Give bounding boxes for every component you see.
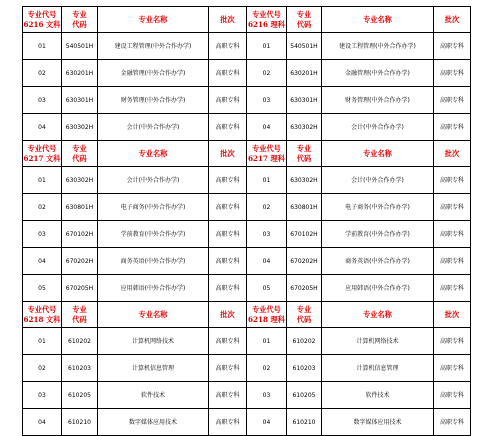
left-major-code: 670202H <box>62 248 98 275</box>
left-row-number: 04 <box>23 114 62 141</box>
left-group-code-header-line2: 6218 文科 <box>23 314 61 324</box>
left-batch: 高职专科 <box>209 87 247 114</box>
left-major-name: 计算机网络技术 <box>98 328 209 355</box>
left-major-name: 数字媒体应用技术 <box>98 409 209 436</box>
left-major-name: 会计(中外合作办学) <box>98 167 209 194</box>
section-header-row <box>23 302 471 328</box>
left-batch-header: 批次 <box>209 141 247 167</box>
right-group-code-header-line2: 6217 理科 <box>248 153 285 163</box>
right-major-code: 630301H <box>287 87 322 114</box>
left-major-code-header <box>62 302 98 328</box>
left-row-number: 01 <box>23 33 62 60</box>
left-major-name: 会计(中外合作办学) <box>98 114 209 141</box>
left-batch: 高职专科 <box>209 248 247 275</box>
right-batch: 高职专科 <box>434 275 471 302</box>
right-major-code: 630302H <box>287 167 322 194</box>
table-row <box>23 355 471 382</box>
left-major-code: 630302H <box>62 167 98 194</box>
section-header-row <box>23 7 471 33</box>
right-batch-header: 批次 <box>434 7 471 33</box>
right-row-number: 01 <box>247 167 287 194</box>
left-row-number: 04 <box>23 409 62 436</box>
left-batch-header: 批次 <box>209 302 247 328</box>
table-row <box>23 33 471 60</box>
right-major-code-header <box>287 302 322 328</box>
right-major-name: 学前教育(中外合作办学) <box>322 221 434 248</box>
table-row <box>23 275 471 302</box>
right-major-code-header <box>287 7 322 33</box>
left-major-name: 商务英语(中外合作办学) <box>98 248 209 275</box>
left-batch: 高职专科 <box>209 33 247 60</box>
table-row <box>23 167 471 194</box>
left-major-code-header-line1: 专业 <box>72 143 87 153</box>
left-row-number: 04 <box>23 248 62 275</box>
section-header-row <box>23 141 471 167</box>
left-major-name: 应用韩语(中外合作办学) <box>98 275 209 302</box>
right-major-name: 建设工程管理(中外合作办学) <box>322 33 434 60</box>
right-group-code-header-line1: 专业代号 <box>252 304 281 314</box>
left-major-code: 610205 <box>62 382 98 409</box>
document-page <box>22 6 471 436</box>
left-batch: 高职专科 <box>209 275 247 302</box>
left-major-code: 540501H <box>62 33 98 60</box>
right-major-name: 计算机网络技术 <box>322 328 434 355</box>
left-batch: 高职专科 <box>209 221 247 248</box>
right-row-number: 04 <box>247 114 287 141</box>
left-major-name-header: 专业名称 <box>98 141 209 167</box>
table-row <box>23 60 471 87</box>
left-major-code-header-line2: 代码 <box>72 314 87 324</box>
right-row-number: 02 <box>247 355 287 382</box>
left-major-name: 学前教育(中外合作办学) <box>98 221 209 248</box>
right-major-code-header <box>287 141 322 167</box>
right-major-name: 电子商务(中外合作办学) <box>322 194 434 221</box>
left-major-code: 670205H <box>62 275 98 302</box>
majors-table <box>22 6 471 436</box>
left-batch: 高职专科 <box>209 194 247 221</box>
right-major-name: 商务英语(中外合作办学) <box>322 248 434 275</box>
right-row-number: 02 <box>247 60 287 87</box>
left-group-code-header-line2: 6216 文科 <box>23 19 61 29</box>
left-major-code: 610202 <box>62 328 98 355</box>
right-batch: 高职专科 <box>434 194 471 221</box>
right-row-number: 01 <box>247 328 287 355</box>
table-row <box>23 114 471 141</box>
table-row <box>23 409 471 436</box>
right-major-name: 数字媒体应用技术 <box>322 409 434 436</box>
table-row <box>23 221 471 248</box>
left-batch: 高职专科 <box>209 114 247 141</box>
left-batch-header: 批次 <box>209 7 247 33</box>
right-major-code-header-line2: 代码 <box>296 19 312 29</box>
left-batch: 高职专科 <box>209 167 247 194</box>
right-batch: 高职专科 <box>434 33 471 60</box>
right-major-code: 670202H <box>287 248 322 275</box>
left-group-code-header-line1: 专业代号 <box>27 304 57 314</box>
left-row-number: 02 <box>23 355 62 382</box>
right-major-code: 610202 <box>287 328 322 355</box>
right-batch-header: 批次 <box>434 141 471 167</box>
right-group-code-header-line1: 专业代号 <box>252 9 281 19</box>
left-group-code-header <box>23 302 62 328</box>
table-row <box>23 194 471 221</box>
right-row-number: 04 <box>247 409 287 436</box>
right-major-code-header-line2: 代码 <box>296 153 312 163</box>
right-major-name: 会计(中外合作办学) <box>322 114 434 141</box>
right-batch: 高职专科 <box>434 248 471 275</box>
right-group-code-header-line2: 6216 理科 <box>248 19 285 29</box>
left-row-number: 03 <box>23 221 62 248</box>
left-major-code: 670102H <box>62 221 98 248</box>
right-batch: 高职专科 <box>434 221 471 248</box>
right-major-code: 610210 <box>287 409 322 436</box>
left-batch: 高职专科 <box>209 355 247 382</box>
left-row-number: 02 <box>23 194 62 221</box>
right-group-code-header-line1: 专业代号 <box>252 143 281 153</box>
right-row-number: 03 <box>247 87 287 114</box>
left-row-number: 03 <box>23 87 62 114</box>
right-batch: 高职专科 <box>434 355 471 382</box>
left-major-code-header-line2: 代码 <box>72 153 87 163</box>
right-major-name: 财务管理(中外合作办学) <box>322 87 434 114</box>
left-major-code-header-line2: 代码 <box>72 19 87 29</box>
right-major-name-header: 专业名称 <box>322 302 434 328</box>
left-group-code-header-line1: 专业代号 <box>27 9 57 19</box>
left-major-code-header <box>62 141 98 167</box>
right-major-code-header-line1: 专业 <box>296 9 312 19</box>
right-group-code-header-line2: 6218 理科 <box>248 314 285 324</box>
right-major-name-header: 专业名称 <box>322 7 434 33</box>
left-major-code: 610210 <box>62 409 98 436</box>
left-major-code: 610203 <box>62 355 98 382</box>
right-batch: 高职专科 <box>434 382 471 409</box>
right-batch-header: 批次 <box>434 302 471 328</box>
left-major-name: 电子商务(中外合作办学) <box>98 194 209 221</box>
left-major-name: 计算机信息管理 <box>98 355 209 382</box>
left-batch: 高职专科 <box>209 328 247 355</box>
left-major-code: 630201H <box>62 60 98 87</box>
left-batch: 高职专科 <box>209 409 247 436</box>
right-major-code: 630201H <box>287 60 322 87</box>
right-major-name: 软件技术 <box>322 382 434 409</box>
left-group-code-header-line2: 6217 文科 <box>23 153 61 163</box>
left-major-name: 软件技术 <box>98 382 209 409</box>
left-major-name: 财务管理(中外合作办学) <box>98 87 209 114</box>
right-major-code: 630801H <box>287 194 322 221</box>
left-row-number: 03 <box>23 382 62 409</box>
right-major-code: 670102H <box>287 221 322 248</box>
right-batch: 高职专科 <box>434 328 471 355</box>
left-major-code-header-line1: 专业 <box>72 304 87 314</box>
left-group-code-header-line1: 专业代号 <box>27 143 57 153</box>
right-batch: 高职专科 <box>434 60 471 87</box>
left-row-number: 01 <box>23 328 62 355</box>
right-group-code-header <box>247 141 287 167</box>
right-major-code: 670205H <box>287 275 322 302</box>
right-major-code-header-line2: 代码 <box>296 314 312 324</box>
right-group-code-header <box>247 302 287 328</box>
table-row <box>23 87 471 114</box>
left-batch: 高职专科 <box>209 382 247 409</box>
right-major-code: 610203 <box>287 355 322 382</box>
right-row-number: 02 <box>247 194 287 221</box>
right-row-number: 04 <box>247 248 287 275</box>
table-body <box>23 7 471 436</box>
left-major-code: 630301H <box>62 87 98 114</box>
left-major-name: 金融管理(中外合作办学) <box>98 60 209 87</box>
left-group-code-header <box>23 7 62 33</box>
right-major-name-header: 专业名称 <box>322 141 434 167</box>
right-row-number: 01 <box>247 33 287 60</box>
right-batch: 高职专科 <box>434 114 471 141</box>
left-major-name-header: 专业名称 <box>98 7 209 33</box>
table-row <box>23 382 471 409</box>
right-major-name: 应用韩语(中外合作办学) <box>322 275 434 302</box>
left-major-code-header-line1: 专业 <box>72 9 87 19</box>
right-major-name: 金融管理(中外合作办学) <box>322 60 434 87</box>
left-row-number: 02 <box>23 60 62 87</box>
right-major-code: 540501H <box>287 33 322 60</box>
table-row <box>23 328 471 355</box>
left-major-code: 630302H <box>62 114 98 141</box>
left-major-name: 建设工程管理(中外合作办学) <box>98 33 209 60</box>
left-group-code-header <box>23 141 62 167</box>
right-row-number: 03 <box>247 382 287 409</box>
right-major-code-header-line1: 专业 <box>296 143 312 153</box>
right-row-number: 03 <box>247 221 287 248</box>
right-batch: 高职专科 <box>434 87 471 114</box>
right-batch: 高职专科 <box>434 167 471 194</box>
right-major-name: 计算机信息管理 <box>322 355 434 382</box>
right-major-code: 610205 <box>287 382 322 409</box>
left-major-name-header: 专业名称 <box>98 302 209 328</box>
left-major-code-header <box>62 7 98 33</box>
right-group-code-header <box>247 7 287 33</box>
right-batch: 高职专科 <box>434 409 471 436</box>
right-major-code: 630302H <box>287 114 322 141</box>
right-row-number: 05 <box>247 275 287 302</box>
table-row <box>23 248 471 275</box>
left-row-number: 01 <box>23 167 62 194</box>
right-major-code-header-line1: 专业 <box>296 304 312 314</box>
left-row-number: 05 <box>23 275 62 302</box>
left-major-code: 630801H <box>62 194 98 221</box>
left-batch: 高职专科 <box>209 60 247 87</box>
right-major-name: 会计(中外合作办学) <box>322 167 434 194</box>
